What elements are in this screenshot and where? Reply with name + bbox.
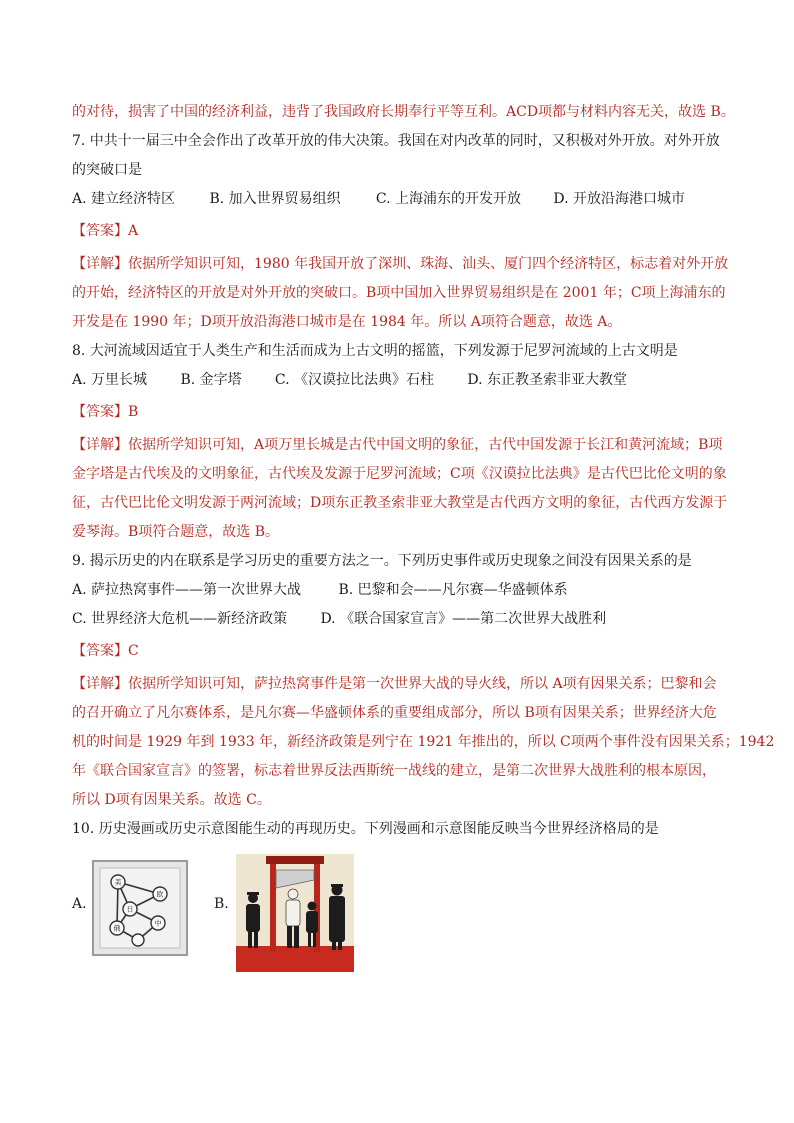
q9-detail-3: 机的时间是 1929 年到 1933 年，新经济政策是列宁在 1921 年推出的，所以 C项两个事件没有因果关系；1942 — [72, 734, 775, 750]
q9-detail-2: 的召开确立了凡尔赛体系，是凡尔赛—华盛顿体系的重要组成部分，所以 B项有因果关系；世界经济大危 — [72, 705, 717, 721]
q7-stem-line1: 7. 中共十一届三中全会作出了改革开放的伟大决策。我国在对内改革的同时，又积极对外开放。对外开放 — [72, 133, 720, 149]
q8-detail-4: 爱琴海。B项符合题意，故选 B。 — [72, 524, 280, 540]
q8-options — [72, 366, 732, 395]
q8-option-a: A. 万里长城 — [72, 372, 148, 388]
q7-detail-2: 的开始，经济特区的开放是对外开放的突破口。B项中国加入世界贸易组织是在 2001 年；C项上海浦东的 — [72, 285, 726, 301]
q9-answer — [72, 637, 732, 666]
q10-stem-line1: 10. 历史漫画或历史示意图能生动的再现历史。下列漫画和示意图能反映当今世界经济格局的是 — [72, 821, 659, 837]
q8-option-d: D. 东正教圣索非亚大教堂 — [467, 372, 627, 388]
q7-option-c: C. 上海浦东的开发开放 — [375, 191, 522, 207]
answer-tag: 【答案】 — [72, 404, 128, 420]
q10-figure-b-label: B. — [214, 896, 229, 912]
q9-stem-line1: 9. 揭示历史的内在联系是学习历史的重要方法之一。下列历史事件或历史现象之间没有因果关系的是 — [72, 553, 692, 569]
detail-tag: 【详解】 — [72, 437, 128, 453]
q7-stem-line2: 的突破口是 — [72, 162, 142, 178]
q9-option-c: C. 世界经济大危机——新经济政策 — [72, 611, 288, 627]
q7-option-b: B. 加入世界贸易组织 — [209, 191, 341, 207]
q8-option-b: B. 金字塔 — [180, 372, 242, 388]
q10-figure-b-cartoon — [236, 854, 354, 972]
answer-tag: 【答案】 — [72, 643, 128, 659]
figure-a-node-5: 中 — [154, 919, 162, 928]
q10-figures — [72, 854, 732, 974]
q8-option-c: C. 《汉谟拉比法典》石柱 — [274, 372, 435, 388]
q7-option-d: D. 开放沿海港口城市 — [553, 191, 685, 207]
q9-option-d: D. 《联合国家宣言》——第二次世界大战胜利 — [320, 611, 607, 627]
q10-figure-a-diagram — [92, 860, 188, 956]
answer-tag: 【答案】 — [72, 223, 128, 239]
figure-a-node-4: 俄 — [113, 924, 121, 933]
q7-detail-1: 【详解】依据所学知识可知，1980 年我国开放了深圳、珠海、汕头、厦门四个经济特区，标志着对外开放 — [72, 256, 729, 272]
q9-option-b: B. 巴黎和会——凡尔赛—华盛顿体系 — [338, 582, 568, 598]
q8-answer-value: B — [128, 404, 139, 420]
q9-detail-1: 【详解】依据所学知识可知，萨拉热窝事件是第一次世界大战的导火线，所以 A项有因果关系；巴黎和会 — [72, 676, 717, 692]
exam-page — [72, 98, 775, 974]
q7-option-a: A. 建立经济特区 — [72, 191, 176, 207]
q6-explanation-tail: 的对待，损害了中国的经济利益，违背了我国政府长期奉行平等互利。ACD项都与材料内容无关，故选 B。 — [72, 104, 735, 120]
q7-options — [72, 185, 732, 214]
detail-tag: 【详解】 — [72, 256, 128, 272]
figure-a-node-1: 美 — [114, 878, 122, 887]
q8-detail-3: 征，古代巴比伦文明发源于两河流域；D项东正教圣索非亚大教堂是古代西方文明的象征，古代西方发源于 — [72, 495, 728, 511]
q8-stem-line1: 8. 大河流域因适宜于人类生产和生活而成为上古文明的摇篮，下列发源于尼罗河流域的上古文明是 — [72, 343, 678, 359]
q8-detail-2: 金字塔是古代埃及的文明象征，古代埃及发源于尼罗河流域；C项《汉谟拉比法典》是古代巴比伦文明的象 — [72, 466, 727, 482]
q9-options-row2 — [72, 605, 732, 634]
q9-detail-4: 年《联合国家宣言》的签署，标志着世界反法西斯统一战线的建立，是第二次世界大战胜利的根本原因， — [72, 763, 716, 779]
figure-a-node-2: 欧 — [156, 890, 164, 899]
figure-a-node-3: 日 — [126, 905, 134, 914]
q7-detail-3: 开发是在 1990 年；D项开放沿海港口城市是在 1984 年。所以 A项符合题意，故选 A。 — [72, 314, 622, 330]
q8-answer — [72, 398, 732, 427]
q9-options-row1 — [72, 576, 732, 605]
q9-detail-5: 所以 D项有因果关系。故选 C。 — [72, 792, 271, 808]
q7-answer — [72, 217, 732, 246]
q10-figure-a-label: A. — [72, 896, 87, 912]
q7-answer-value: A — [128, 223, 139, 239]
q9-option-a: A. 萨拉热窝事件——第一次世界大战 — [72, 582, 302, 598]
detail-tag: 【详解】 — [72, 676, 128, 692]
q9-answer-value: C — [128, 643, 139, 659]
q8-detail-1: 【详解】依据所学知识可知，A项万里长城是古代中国文明的象征，古代中国发源于长江和黄河流域；B项 — [72, 437, 723, 453]
